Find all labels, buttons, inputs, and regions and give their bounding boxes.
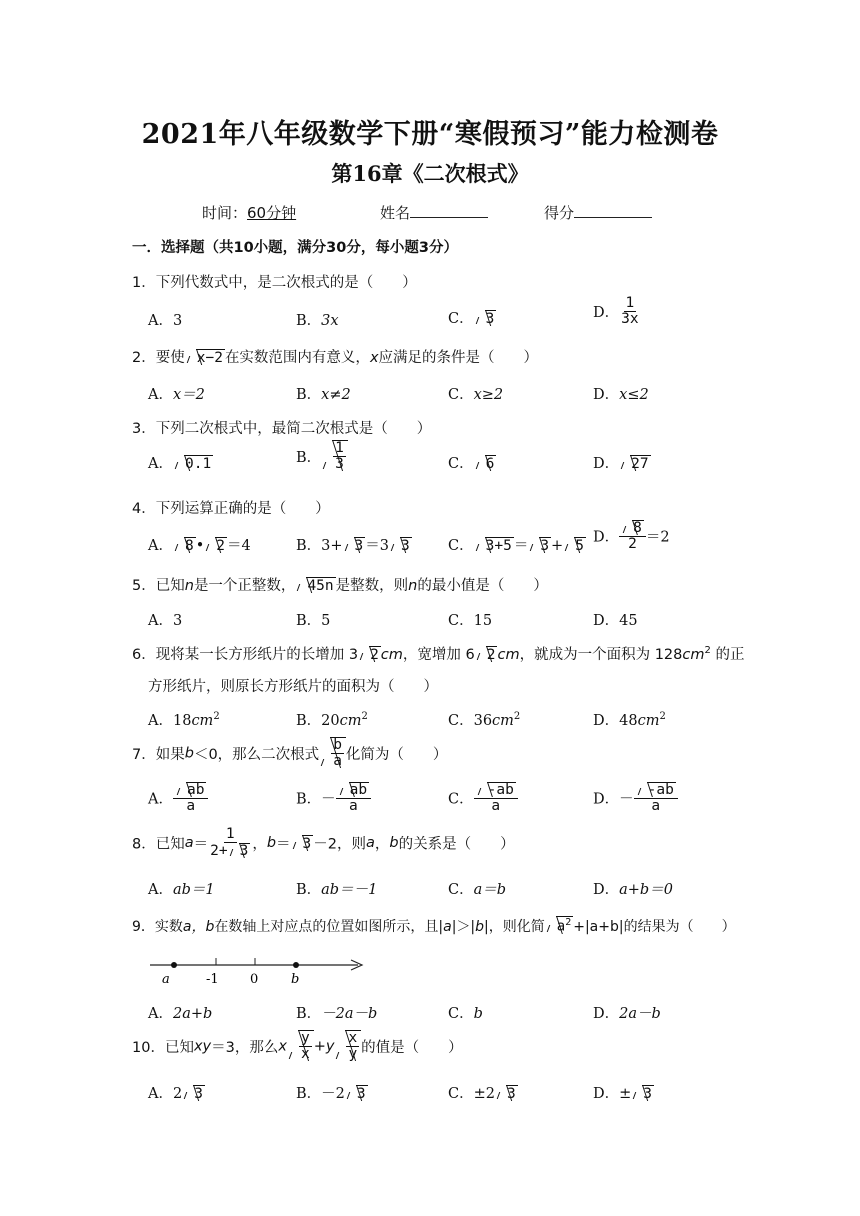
q1-option-a: A．3 [148, 313, 183, 329]
q4-c-rad3 [563, 537, 586, 554]
q7-option-b [296, 782, 371, 814]
q8-b-label: B． [296, 882, 322, 898]
q4-a-rad1 [173, 537, 196, 554]
q2-c-label: C． [448, 387, 474, 403]
q10-c-radical [495, 1085, 518, 1102]
q10-option-d [593, 1082, 654, 1103]
q6-l1b: ，宽增加 6 [402, 647, 475, 663]
q9-option-b [296, 1002, 377, 1023]
q9-mid3: |，则化简 [484, 919, 545, 935]
q6-l1a: 6．现将某一长方形纸片的长增加 3 [132, 647, 359, 663]
q9-option-d [593, 1002, 661, 1023]
q4-b-radicand1: 3 [354, 538, 364, 554]
q6-rad2 [475, 646, 498, 663]
q3-a-label: A． [148, 456, 173, 472]
q9-c-label: C． [448, 1006, 474, 1022]
q10-fraction-2 [346, 1031, 359, 1062]
q10-xy: xy [193, 1038, 212, 1055]
q8-a2: a [366, 835, 375, 852]
q8-eq2: ＝ [276, 836, 291, 853]
q10-radical-1-body [298, 1030, 314, 1062]
q9-ab: a，b [182, 919, 215, 935]
q3-b-fraction [333, 441, 346, 472]
q10-d-radical [631, 1085, 654, 1102]
q10-c-label: C．±2 [448, 1086, 495, 1102]
q1-c-radicand: 3 [485, 311, 495, 327]
q3-b-radical-body [332, 440, 348, 472]
q10-b-radical [345, 1085, 368, 1102]
q7-option-d [593, 782, 678, 814]
question-2-stem [132, 346, 538, 367]
q3-c-radical [474, 455, 497, 472]
q9-b-label: B． [296, 1006, 322, 1022]
q7-option-a [148, 782, 208, 814]
q8-option-d [593, 878, 673, 899]
q10-cond: ＝3，那么 [211, 1040, 279, 1057]
q2-c-expr: x≥2 [473, 387, 504, 403]
q5-n2: n [408, 578, 418, 594]
q9-d-expr: 2a－b [619, 1006, 661, 1022]
time-value: 60分钟 [247, 204, 297, 222]
score-blank [574, 203, 652, 218]
q7-c-num [474, 782, 518, 799]
q4-d-label: D． [593, 529, 620, 546]
q6-cm1: cm [380, 647, 403, 663]
q8-d-label: D． [593, 882, 620, 898]
q2-x: x [369, 350, 379, 366]
time-field [202, 202, 296, 223]
q6-c-label: C．36 [448, 713, 493, 729]
section-heading: 一．选择题（共10小题，满分30分，每小题3分） [132, 240, 458, 256]
q4-c-radicand2: 3 [540, 538, 550, 554]
exam-title: 2021年八年级数学下册“寒假预习”能力检测卷 [141, 119, 719, 150]
q1-option-d [593, 296, 641, 327]
q8-b2: b [389, 835, 399, 852]
q9-c-expr: b [473, 1006, 483, 1022]
q8-option-b [296, 878, 377, 899]
q1-option-c [448, 307, 496, 328]
q4-d-num [619, 520, 646, 537]
q8-fraction [208, 827, 252, 859]
q3-option-c [448, 452, 496, 473]
q2-a-expr: x＝2 [172, 387, 205, 403]
q7-b-radicand: ab [349, 782, 368, 798]
q10-x: x [278, 1038, 287, 1055]
q4-d-num-radical [621, 520, 644, 536]
q10-a-radicand: 3 [194, 1086, 203, 1102]
score-label: 得分 [544, 204, 575, 222]
q7-radical [319, 737, 346, 769]
q1-b-label: B． [296, 313, 322, 329]
q8-b-expr: ab＝－1 [321, 882, 378, 898]
q4-c-eq: ＝ [513, 538, 529, 554]
q7-c-label: C． [448, 791, 474, 808]
q4-c-radicand3: 5 [575, 538, 584, 554]
q6-option-a [148, 709, 220, 730]
label-b: b [291, 972, 300, 987]
name-field [380, 202, 488, 223]
q4-d-num-radicand: 8 [633, 520, 642, 536]
q4-a-dot: • [195, 538, 205, 554]
question-8-stem [132, 827, 515, 859]
q1-b-expr: 3x [321, 313, 339, 329]
q5-option-a: A．3 [148, 613, 183, 629]
question-7-stem [132, 737, 447, 769]
q6-option-c [448, 709, 520, 730]
name-blank [410, 203, 488, 218]
q6-l1c: ，就成为一个面积为 128 [519, 647, 683, 663]
label-minus-one: -1 [206, 972, 219, 987]
q9-mid2: |＞| [451, 919, 476, 935]
score-field [544, 202, 652, 223]
q2-b-expr: x≠2 [321, 387, 351, 403]
q2-post: 在实数范围内有意义， [224, 350, 370, 366]
q5-post: 是整数，则 [335, 578, 409, 594]
q8-radicand: 3 [302, 835, 312, 852]
q8-a-label: A． [148, 882, 173, 898]
q9-pre: 9．实数 [132, 919, 183, 935]
q9-a-label: A． [148, 1006, 173, 1022]
q9-a: a [443, 919, 452, 935]
q4-b-radicand2: 3 [401, 538, 410, 554]
q5-n: n [184, 578, 194, 594]
point-a [171, 962, 177, 968]
q7-c-den: a [491, 798, 501, 815]
point-b [293, 962, 299, 968]
q6-c-sup: 2 [513, 711, 521, 723]
chapter-subtitle: 第16章《二次根式》 [331, 161, 529, 186]
q7-c-radicand: -ab [487, 782, 514, 798]
time-label: 时间： [202, 204, 248, 222]
q8-den-pre: 2+ [210, 843, 228, 860]
q7-option-c [448, 782, 518, 814]
q7-d-fraction [634, 782, 678, 814]
q4-a-radicand2: 2 [216, 538, 226, 554]
q10-radical-1 [287, 1030, 314, 1062]
q10-fraction-1 [299, 1031, 312, 1062]
q9-d-label: D． [593, 1006, 620, 1022]
q1-c-radical [474, 310, 497, 327]
q2-b-label: B． [296, 387, 322, 403]
q4-option-b [296, 534, 412, 555]
question-3-stem: 3．下列二次根式中，最简二次根式是（ ） [132, 421, 432, 437]
q5-post2: 的最小值是（ ） [417, 578, 548, 594]
q9-option-a [148, 1002, 212, 1023]
q5-pre: 5．已知 [132, 578, 185, 594]
q6-sup: 2 [704, 645, 711, 657]
q1-d-den: 3x [621, 311, 639, 328]
question-10-stem [132, 1030, 463, 1062]
q7-a-den: a [186, 798, 196, 815]
q6-radicand2: 2 [486, 647, 496, 663]
q4-c-label: C． [448, 538, 474, 554]
q4-b-label: B． [296, 538, 322, 554]
q7-b-label: B．－ [296, 791, 336, 808]
q9-option-c [448, 1002, 483, 1023]
q4-a-label: A． [148, 538, 173, 554]
q5-option-b: B．5 [296, 613, 331, 629]
q6-d-label: D．48 [593, 713, 638, 729]
q2-option-c [448, 383, 503, 404]
q2-a-label: A． [148, 387, 173, 403]
q10-plus: + [313, 1038, 326, 1055]
q1-d-num: 1 [625, 295, 635, 311]
q4-c-plus: + [551, 538, 564, 554]
q7-c-fraction [474, 782, 518, 814]
q8-option-a [148, 878, 215, 899]
q4-a-radicand1: 8 [184, 538, 194, 554]
q6-c-unit: cm [492, 713, 514, 729]
q5-option-d: D．45 [593, 613, 638, 629]
q6-l1d: 的正 [710, 647, 745, 663]
q8-eq: ＝ [193, 836, 209, 853]
q8-d-expr: a+b＝0 [619, 882, 673, 898]
q7-post: 化简为（ ） [345, 747, 448, 764]
q3-c-label: C． [448, 456, 474, 472]
q10-radical-2-body [345, 1030, 361, 1062]
q1-d-fraction [619, 296, 640, 327]
q4-c-rad1 [474, 537, 514, 554]
q10-den-2: y [348, 1046, 358, 1063]
q4-c-radicand1: 3+5 [485, 538, 512, 554]
q9-a-expr: 2a+b [172, 1006, 213, 1022]
label-zero: 0 [250, 972, 259, 987]
q2-option-a [148, 383, 205, 404]
q10-option-c [448, 1082, 518, 1103]
q7-a-fraction [173, 782, 208, 814]
q8-c-label: C． [448, 882, 474, 898]
q9-tail: +|a+b|的结果为（ ） [573, 919, 736, 935]
q6-b-label: B．20 [296, 713, 340, 729]
q6-rad1 [358, 646, 381, 663]
q10-option-a [148, 1082, 205, 1103]
q7-c-radical [476, 782, 516, 798]
q6-a-unit: cm [191, 713, 214, 729]
q7-num: b [333, 737, 342, 753]
q4-b-pre: 3+ [321, 538, 343, 554]
q4-b-mid: ＝3 [365, 538, 389, 554]
q6-a-label: A．18 [148, 713, 192, 729]
q4-b-rad1 [343, 537, 366, 554]
q4-option-c [448, 534, 586, 555]
question-6-line1 [132, 643, 744, 664]
number-line-figure [148, 952, 370, 988]
q8-post: 的关系是（ ） [398, 836, 515, 853]
q2-post2: 应满足的条件是（ ） [378, 350, 539, 366]
q6-a-sup: 2 [213, 711, 220, 723]
q3-a-radicand: 0.1 [184, 456, 212, 472]
q4-option-a [148, 534, 251, 555]
q4-d-fraction [619, 520, 646, 552]
q6-radicand1: 2 [370, 647, 379, 663]
q1-c-label: C． [448, 311, 474, 327]
q8-option-c [448, 878, 506, 899]
q8-den [208, 843, 252, 859]
q7-b-num [336, 782, 371, 799]
q7-b-fraction [336, 782, 371, 814]
q8-comma: ， [252, 836, 267, 853]
q10-d-label: D．± [593, 1086, 632, 1102]
q3-b-num: 1 [335, 440, 344, 456]
q6-option-d [593, 709, 666, 730]
q7-a-radical [175, 782, 206, 798]
q1-d-label: D． [593, 305, 620, 322]
q8-a-expr: ab＝1 [172, 882, 215, 898]
q3-d-label: D． [593, 456, 620, 472]
q6-b-sup: 2 [361, 711, 368, 723]
q8-num: 1 [225, 826, 235, 842]
q8-radical [291, 835, 314, 852]
q10-radical-2 [334, 1030, 361, 1062]
q8-a: a [184, 835, 194, 852]
q9-radicand: a [556, 919, 566, 935]
q2-d-label: D． [593, 387, 620, 403]
q6-d-unit: cm [637, 713, 660, 729]
q1-option-b [296, 309, 339, 330]
q8-den-radicand: 3 [239, 843, 249, 860]
question-9-stem [132, 916, 736, 936]
q7-den: a [333, 753, 342, 770]
q10-a-label: A．2 [148, 1086, 183, 1102]
q4-a-rad2 [204, 537, 227, 554]
q3-c-radicand: 6 [485, 456, 495, 472]
q10-y: y [325, 1038, 335, 1055]
q7-a-radicand: ab [186, 782, 205, 798]
q7-a-num [173, 782, 208, 799]
q9-radical [545, 916, 573, 935]
q7-cond: ＜0，那么二次根式 [193, 747, 320, 764]
q6-b-unit: cm [339, 713, 362, 729]
q10-b-radicand: 3 [356, 1086, 366, 1102]
q5-mid: 是一个正整数， [193, 578, 296, 594]
q10-option-b [296, 1082, 368, 1103]
q8-sep: ， [374, 836, 390, 853]
q3-b-label: B． [296, 450, 322, 467]
q5-radicand: 45n [307, 578, 334, 594]
q10-den-1: x [300, 1046, 310, 1063]
q7-pre: 7．如果 [132, 747, 185, 764]
q10-num-1: y [300, 1030, 310, 1046]
q6-cm2: cm [497, 647, 520, 663]
q7-b-den: a [349, 798, 358, 815]
q8-pre: 8．已知 [132, 836, 185, 853]
q3-b-radical [321, 440, 348, 472]
q3-option-d [593, 452, 651, 473]
q4-d-den: 2 [628, 536, 637, 553]
question-5-stem [132, 574, 548, 595]
name-label: 姓名 [380, 204, 411, 222]
q2-pre: 2．要使 [132, 350, 185, 366]
q7-b: b [184, 745, 194, 762]
q10-a-radical [182, 1085, 205, 1102]
q10-c-radicand: 3 [506, 1086, 516, 1102]
q10-d-radicand: 3 [643, 1086, 653, 1102]
label-a: a [162, 972, 170, 987]
q8-b: b [266, 835, 277, 852]
q10-num-2: x [348, 1030, 358, 1046]
q9-radical-body [556, 916, 573, 935]
q7-radical-body [330, 737, 346, 769]
q9-mid: 在数轴上对应点的位置如图所示，且| [214, 919, 444, 935]
q4-c-rad2 [528, 537, 551, 554]
q3-a-radical [173, 455, 213, 472]
q6-cm3: cm [682, 647, 705, 663]
question-4-stem: 4．下列运算正确的是（ ） [132, 501, 330, 517]
q7-d-num [634, 782, 678, 799]
q2-radicand: x−2 [196, 350, 223, 366]
q5-option-c: C．15 [448, 613, 493, 629]
q2-option-d [593, 383, 649, 404]
q3-d-radicand: 27 [631, 456, 649, 472]
q2-option-b [296, 383, 351, 404]
q3-option-b [296, 440, 348, 472]
q7-d-den: a [651, 798, 661, 815]
q9-b: b [475, 919, 485, 935]
q4-option-d [593, 520, 670, 552]
q5-radical [295, 577, 335, 594]
q6-option-b [296, 709, 368, 730]
q10-b-label: B．－2 [296, 1086, 345, 1102]
q7-d-radicand: -ab [647, 782, 674, 798]
q8-den-radical [228, 843, 251, 859]
q6-d-sup: 2 [659, 711, 666, 723]
q9-sup: 2 [565, 917, 572, 929]
q3-b-den: 3 [335, 456, 344, 473]
q10-pre: 10．已知 [132, 1040, 194, 1057]
q8-c-expr: a＝b [473, 882, 507, 898]
q8-tail: －2，则 [313, 836, 367, 853]
q10-post: 的值是（ ） [361, 1040, 463, 1057]
q7-b-radical [338, 782, 369, 798]
question-1-stem: 1．下列代数式中，是二次根式的是（ ） [132, 275, 417, 291]
q4-b-rad2 [389, 537, 412, 554]
question-6-line2: 方形纸片，则原长方形纸片的面积为（ ） [148, 679, 438, 695]
q2-d-expr: x≤2 [619, 387, 649, 403]
q7-fraction [331, 738, 344, 769]
q3-d-radical [619, 455, 650, 472]
q2-radical [185, 349, 225, 366]
q7-d-radical [636, 782, 676, 798]
q9-b-expr: －2a－b [321, 1006, 378, 1022]
q4-a-tail: ＝4 [227, 538, 251, 554]
q7-d-label: D．－ [593, 791, 634, 808]
q3-option-a [148, 452, 213, 473]
q4-d-tail: ＝2 [645, 529, 670, 546]
q7-a-label: A． [148, 791, 173, 808]
